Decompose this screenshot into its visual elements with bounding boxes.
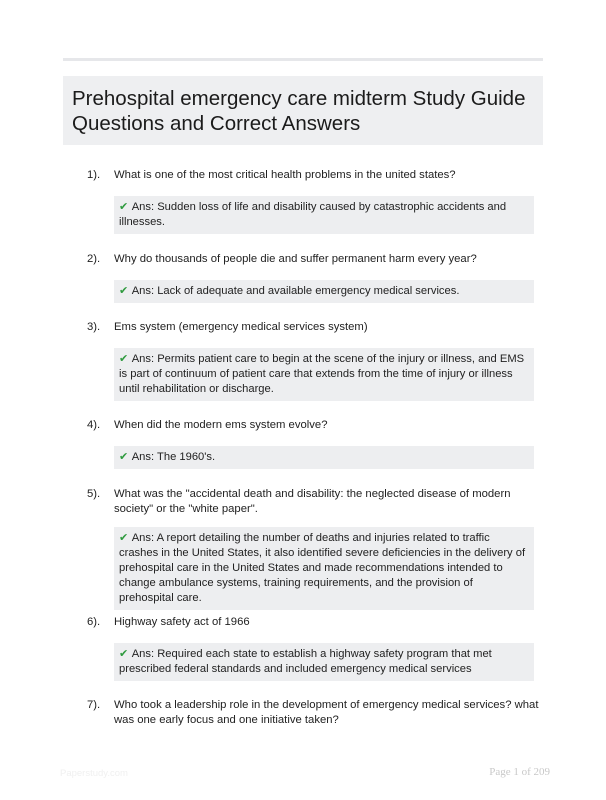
title-banner <box>63 76 543 145</box>
top-divider <box>63 58 543 61</box>
answer-box <box>114 446 534 469</box>
check-icon: ✔ <box>119 531 129 544</box>
page-title: Prehospital emergency care midterm Study Guide Questions and Correct Answers <box>72 87 526 135</box>
check-icon: ✔ <box>119 352 129 365</box>
check-icon: ✔ <box>119 647 129 660</box>
question-number: 3). <box>87 321 101 333</box>
answer-box <box>114 527 534 610</box>
qa-item-5 <box>63 487 543 610</box>
qa-item-3 <box>63 320 543 401</box>
answer-box <box>114 196 534 234</box>
answer-box <box>114 280 534 303</box>
answer-text: Ans: Permits patient care to begin at the scene of the injury or illness, and EMS is part of continuum of patient care that extends from the time of injury or illness until rehabilitation or discharge. <box>119 353 525 395</box>
question-number: 5). <box>87 488 101 500</box>
check-icon: ✔ <box>119 284 129 297</box>
answer-text: Ans: Required each state to establish a highway safety program that met prescribed federal standards and included emergency medical services <box>119 648 492 675</box>
check-icon: ✔ <box>119 200 129 213</box>
qa-item-6 <box>63 615 543 681</box>
question-text: Highway safety act of 1966 <box>114 616 250 628</box>
qa-item-1 <box>63 168 543 234</box>
question-number: 4). <box>87 419 101 431</box>
check-icon: ✔ <box>119 450 129 463</box>
question-number: 7). <box>87 699 101 711</box>
answer-box <box>114 643 534 681</box>
answer-text: Ans: Sudden loss of life and disability caused by catastrophic accidents and illnesses. <box>119 201 507 228</box>
page-number: Page 1 of 209 <box>489 766 550 778</box>
question-text: Ems system (emergency medical services system) <box>114 321 368 333</box>
qa-item-4 <box>63 418 543 469</box>
question-text: When did the modern ems system evolve? <box>114 419 328 431</box>
question-text: What was the "accidental death and disability: the neglected disease of modern society" or the "white paper". <box>114 488 511 515</box>
answer-box <box>114 348 534 401</box>
question-number: 2). <box>87 253 101 265</box>
qa-item-2 <box>63 252 543 303</box>
answer-text: Ans: A report detailing the number of deaths and injuries related to traffic crashes in the United States, it also identified severe deficiencies in the delivery of prehospital care in the United States and made recommendations intended to change ambulance systems, training requirements, and the provision of prehospital care. <box>119 532 526 604</box>
question-number: 6). <box>87 616 101 628</box>
qa-item-7 <box>63 698 543 728</box>
footer-watermark: Paperstudy.com <box>60 768 128 779</box>
question-text: Why do thousands of people die and suffer permanent harm every year? <box>114 253 477 265</box>
question-number: 1). <box>87 169 101 181</box>
question-text: Who took a leadership role in the development of emergency medical services? what was one early focus and one initiative taken? <box>114 699 539 726</box>
answer-text: Ans: Lack of adequate and available emergency medical services. <box>131 285 460 297</box>
answer-text: Ans: The 1960's. <box>131 451 216 463</box>
question-text: What is one of the most critical health problems in the united states? <box>114 169 456 181</box>
